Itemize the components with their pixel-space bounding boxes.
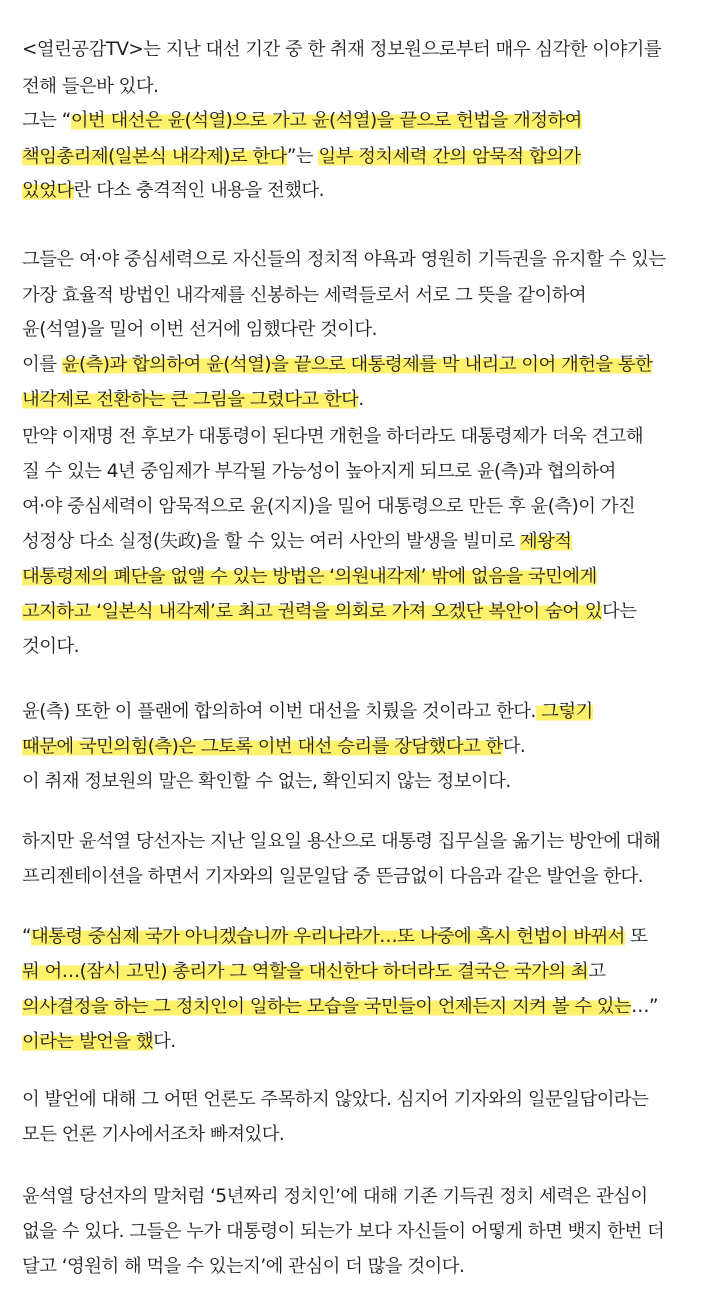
highlighted-text: 고지하고 ‘일본식 내각제’로 최고 권력을 의회로 가져 오겠단 복안이 숨어 있	[22, 601, 603, 622]
highlighted-text: 뭐 어…(잠시 고민) 총리가 그 역할을 대신한다 하더라도 결국은 국가의 최	[22, 961, 589, 982]
text-segment: 그들은 여·야 중심세력으로 자신들의 정치적 야욕과 영원히 기득권을 유지할 수 있는	[22, 249, 666, 270]
highlighted-text: 윤(측)과 합의하여 윤(석열)을 끝으로 대통령제를 막 내리고 이어 개헌을 통한	[61, 354, 653, 375]
text-segment: 만약 이재명 전 후보가 대통령이 된다면 개헌을 하더라도 대통령제가 더욱 견고해	[22, 426, 644, 447]
text-line	[22, 420, 643, 454]
text-line	[22, 383, 364, 417]
text-segment: 가장 효율적 방법인 내각제를 신봉하는 세력들로서 서로 그 뜻을 같이하여	[22, 285, 587, 306]
text-line	[22, 920, 647, 954]
text-line	[22, 765, 511, 799]
text-line	[22, 243, 666, 277]
text-segment: …”	[631, 996, 658, 1017]
highlighted-text: 대통령제의 폐단을 없앨 수 있는 방법은 ‘의원내각제’ 밖에 없음을 국민에게	[22, 566, 597, 587]
highlighted-text: 이번 대선은 윤(석열)으로 가고 윤(석열)을 끝으로 헌법을 개정하여	[70, 110, 582, 131]
highlighted-text: 의사결정을 하는 그 정치인이 일하는 모습을 국민들이 언제든지 지켜 볼 수 있는	[22, 996, 632, 1017]
text-segment: 여·야 중심세력이 암묵적으로 윤(지지)을 밀어 대통령으로 만든 후 윤(측)이 가진	[22, 496, 636, 517]
text-line	[22, 1215, 664, 1249]
highlighted-text: 때문에 국민의힘(측)은 그토록 이번 대선 승리를 장담했다고 한	[22, 736, 503, 757]
text-segment: 모든 언론 기사에서조차 빠져있다.	[22, 1124, 285, 1145]
highlighted-text: 대통령 중심제 국가 아니겠습니까 우리나라가…또 나중에 혹시 헌법이 바뀌서	[30, 926, 625, 947]
text-segment: 그는 “	[22, 110, 71, 131]
text-segment: 전해 들은바 있다.	[22, 76, 159, 97]
text-segment: <열린공감TV>는 지난 대선 기간 중 한 취재 정보원으로부터 매우 심각한 이야기를	[22, 39, 662, 60]
highlighted-text: 일부 정치세력 간의 암묵적 합의가	[318, 146, 581, 167]
text-segment: .	[358, 389, 364, 410]
text-line	[22, 695, 593, 729]
text-line	[22, 313, 377, 347]
text-line	[22, 1118, 284, 1152]
text-line	[22, 1083, 648, 1117]
text-segment: “	[22, 926, 31, 947]
text-segment: 없을 수 있다. 그들은 누가 대통령이 되는가 보다 자신들이 어떻게 하면 뱃지 한번 더	[22, 1221, 665, 1242]
text-segment: 것이다.	[22, 636, 79, 657]
text-line	[22, 455, 616, 489]
text-segment: 이를	[22, 354, 62, 375]
text-segment: 질 수 있는 4년 중임제가 부각될 가능성이 높아지게 되므로 윤(측)과 협의하여	[22, 461, 616, 482]
text-segment: 란 다소 충격적인 내용을 전했다.	[73, 180, 324, 201]
text-segment: ”는	[286, 146, 319, 167]
text-segment: 고	[588, 961, 606, 982]
text-line	[22, 1180, 648, 1214]
text-line	[22, 595, 636, 629]
text-line	[22, 70, 158, 104]
text-line	[22, 104, 582, 138]
text-line	[22, 990, 658, 1024]
text-line	[22, 860, 643, 894]
text-line	[22, 140, 581, 174]
text-line	[22, 560, 597, 594]
text-segment: 프리젠테이션을 하면서 기자와의 일문일답 중 뜬금없이 다음과 같은 발언을 한다.	[22, 866, 644, 887]
text-line	[22, 1025, 176, 1059]
text-segment: 윤석열 당선자의 말처럼 ‘5년짜리 정치인’에 대해 기존 기득권 정치 세력은 관심이	[22, 1186, 648, 1207]
text-segment: 성정상 다소 실정(失政)을 할 수 있는 여러 사안의 발생을 빌미로	[22, 531, 520, 552]
text-segment: 다.	[502, 736, 526, 757]
text-segment: 윤(측) 또한 이 플랜에 합의하여 이번 대선을 치뤘을 것이라고 한다.	[22, 701, 536, 722]
text-line	[22, 630, 79, 664]
text-segment: 하지만 윤석열 당선자는 지난 일요일 용산으로 대통령 집무실을 옮기는 방안에 대해	[22, 831, 661, 852]
highlighted-text: 제왕적	[519, 531, 572, 552]
text-segment: 다.	[153, 1031, 176, 1052]
highlighted-text: 있었다	[22, 180, 74, 201]
text-segment: 이 취재 정보원의 말은 확인할 수 없는, 확인되지 않는 정보이다.	[22, 771, 511, 792]
text-segment: 달고 ‘영원히 해 먹을 수 있는지’에 관심이 더 많을 것이다.	[22, 1256, 465, 1277]
text-line	[22, 174, 324, 208]
text-line	[22, 490, 635, 524]
text-segment: 다는	[602, 601, 637, 622]
text-line	[22, 525, 572, 559]
text-line	[22, 33, 661, 67]
highlighted-text: 이라는 발언을 했	[22, 1031, 154, 1052]
text-segment: 이 발언에 대해 그 어떤 언론도 주목하지 않았다. 심지어 기자와의 일문일답이라는	[22, 1089, 649, 1110]
text-line	[22, 825, 660, 859]
highlighted-text: 책임총리제(일본식 내각제)로 한다	[22, 146, 287, 167]
text-line	[22, 348, 652, 382]
text-line	[22, 279, 586, 313]
text-line	[22, 1250, 464, 1284]
highlighted-text: 내각제로 전환하는 큰 그림을 그렸다고 한다	[22, 389, 359, 410]
text-line	[22, 955, 605, 989]
text-line	[22, 730, 525, 764]
text-segment: 또	[624, 926, 648, 947]
text-segment: 윤(석열)을 밀어 이번 선거에 임했다란 것이다.	[22, 319, 377, 340]
highlighted-text: 그렇기	[535, 701, 593, 722]
